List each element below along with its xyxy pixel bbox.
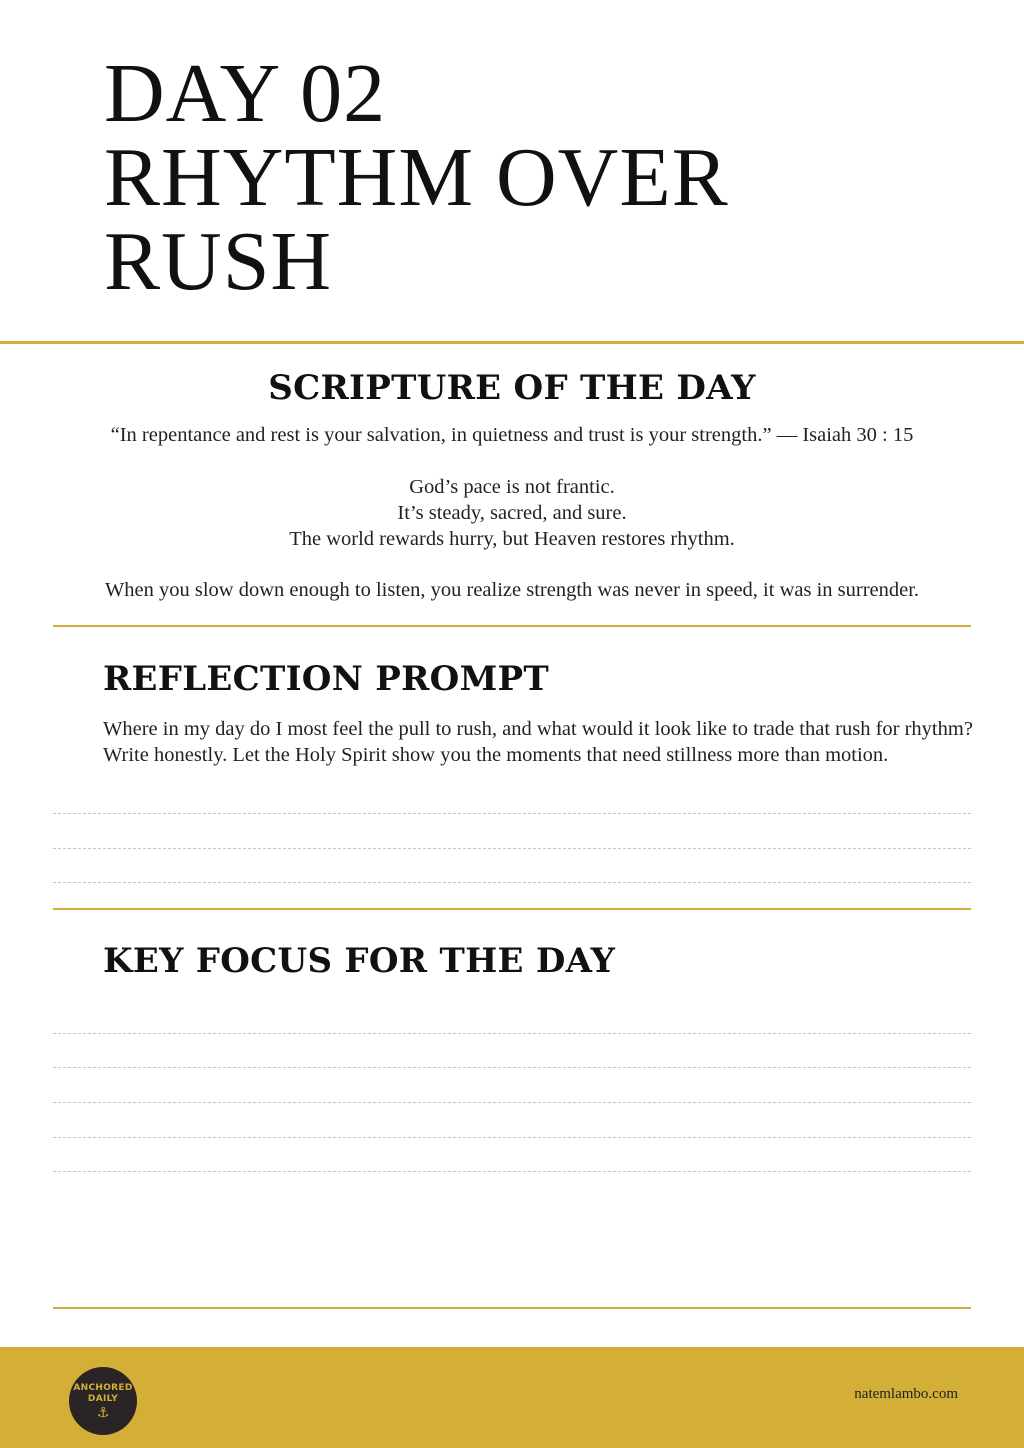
page-title bbox=[104, 47, 729, 308]
scripture-divider bbox=[53, 625, 971, 627]
focus-writing-line[interactable] bbox=[53, 1102, 971, 1103]
title-line-rush: RUSH bbox=[104, 215, 333, 308]
focus-writing-line[interactable] bbox=[53, 1033, 971, 1034]
anchored-daily-logo bbox=[69, 1367, 137, 1435]
focus-writing-line[interactable] bbox=[53, 1171, 971, 1172]
anchor-icon: ⚓ bbox=[96, 1405, 110, 1421]
scripture-line-1: God’s pace is not frantic. bbox=[409, 476, 615, 498]
reflection-divider bbox=[53, 908, 971, 910]
reflection-prompt: Where in my day do I most feel the pull to rush, and what would it look like to trade that rush for rhythm? Write honestly. Let the Holy Spirit show you the moments that need stillness more than motion. bbox=[103, 718, 973, 766]
logo-text-anchored: ANCHORED bbox=[73, 1383, 133, 1393]
scripture-verse: “In repentance and rest is your salvation, in quietness and trust is your strength.” — Isaiah 30 : 15 bbox=[110, 424, 914, 446]
website-link[interactable]: natemlambo.com bbox=[854, 1386, 958, 1402]
scripture-line-2: It’s steady, sacred, and sure. bbox=[397, 502, 627, 524]
scripture-line-3: The world rewards hurry, but Heaven restores rhythm. bbox=[289, 528, 735, 550]
focus-writing-line[interactable] bbox=[53, 1137, 971, 1138]
logo-text-daily: DAILY bbox=[87, 1394, 119, 1404]
reflection-writing-line[interactable] bbox=[53, 848, 971, 849]
focus-divider bbox=[53, 1307, 971, 1309]
scripture-closing: When you slow down enough to listen, you realize strength was never in speed, it was in surrender. bbox=[104, 579, 920, 601]
header-divider bbox=[0, 341, 1024, 344]
focus-heading: KEY FOCUS FOR THE DAY bbox=[103, 941, 616, 981]
title-line-rhythm: RHYTHM OVER bbox=[104, 131, 729, 224]
scripture-heading: SCRIPTURE OF THE DAY bbox=[268, 368, 756, 408]
title-line-day: DAY 02 bbox=[104, 47, 387, 140]
reflection-heading: REFLECTION PROMPT bbox=[103, 659, 549, 699]
reflection-writing-line[interactable] bbox=[53, 882, 971, 883]
focus-writing-line[interactable] bbox=[53, 1067, 971, 1068]
reflection-writing-line[interactable] bbox=[53, 813, 971, 814]
